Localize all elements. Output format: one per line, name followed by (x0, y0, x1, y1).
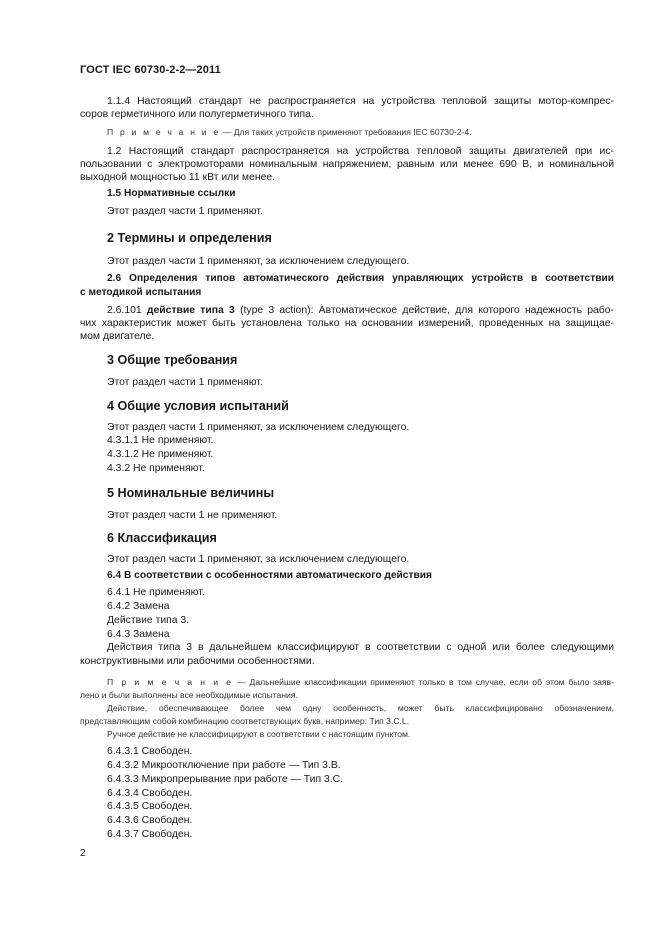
section-4-heading: 4 Общие условия испытаний (107, 399, 289, 413)
clause-1-2-line1: 1.2 Настоящий стандарт распространяется на устройства тепловой защиты двигателей при ис- (107, 146, 614, 157)
note-2-line3: Действие, обеспечивающее более чем одну особенность, может быть классифицировано обозначением, (107, 703, 614, 713)
note-label: П р и м е ч а н и е (107, 677, 234, 687)
note-1 (107, 126, 472, 139)
list-item: 6.4.3.3 Микропрерывание при работе — Тип 3.C. (107, 774, 344, 785)
list-item: 6.4.3.4 Свободен. (107, 788, 193, 799)
list-item: 6.4.3.6 Свободен. (107, 815, 193, 826)
clause-6-4-3-para-line1: Действия типа 3 в дальнейшем классифицируют в соответствии с одной или более следующими (107, 642, 614, 653)
list-item: 6.4.3 Замена (107, 629, 170, 640)
clause-1-1-4-line2: соров герметичного или полугерметичного типа. (80, 109, 314, 120)
definition-2-6-101-line1 (107, 304, 614, 317)
section-5-text: Этот раздел части 1 не применяют. (107, 510, 278, 521)
clause-6-4-heading: 6.4 В соответствии с особенностями автоматического действия (107, 570, 432, 581)
note-2-line1 (107, 676, 614, 689)
definition-term: действие типа 3 (146, 305, 235, 316)
list-item: Действие типа 3. (107, 615, 190, 626)
list-item: 6.4.3.5 Свободен. (107, 801, 193, 812)
clause-1-2-line3: выходной мощностью 11 кВт или менее. (80, 172, 276, 183)
section-6-heading: 6 Классификация (107, 531, 217, 545)
clause-2-6-heading-line2: с методикой испытания (80, 287, 202, 298)
note-text: — Дальнейшие классификации применяют только в том случае, если об этом было заяв- (233, 677, 614, 687)
section-1-5-heading: 1.5 Нормативные ссылки (107, 188, 236, 199)
list-item: 4.3.2 Не применяют. (107, 463, 205, 474)
section-5-heading: 5 Номинальные величины (107, 486, 275, 500)
list-item: 4.3.1.1 Не применяют. (107, 435, 214, 446)
clause-2-6-heading-line1: 2.6 Определения типов автоматического действия управляющих устройств в соответствии (107, 273, 614, 284)
list-item: 6.4.1 Не применяют. (107, 587, 205, 598)
clause-1-2-line2: пользовании с электромоторами номинальным напряжением, равным или менее 690 В, и номинальной (80, 159, 614, 170)
section-4-text: Этот раздел части 1 применяют, за исключением следующего. (107, 422, 410, 433)
definition-number: 2.6.101 (107, 305, 142, 316)
running-header: ГОСТ IEC 60730-2-2—2011 (80, 64, 221, 76)
section-1-5-text: Этот раздел части 1 применяют. (107, 206, 263, 217)
note-2-line4: представляющим собой комбинацию соответствующих букв, например: Тип 3.C.L. (80, 716, 410, 726)
note-text: — Для таких устройств применяют требования IEC 60730-2-4. (220, 127, 472, 137)
clause-6-4-3-para-line2: конструктивными или рабочими особенностями. (80, 656, 315, 667)
definition-2-6-101-line2: чих характеристик может быть установлена только на основании измерений, проведенных на защищае- (80, 318, 614, 329)
list-item: 6.4.3.7 Свободен. (107, 829, 193, 840)
section-2-heading: 2 Термины и определения (107, 231, 272, 245)
definition-text: (type 3 action): Автоматическое действие, для которого надежность рабо- (234, 305, 614, 316)
page-number: 2 (80, 848, 86, 859)
list-item: 6.4.3.1 Свободен. (107, 746, 193, 757)
section-6-text: Этот раздел части 1 применяют, за исключением следующего. (107, 554, 410, 565)
section-2-text: Этот раздел части 1 применяют, за исключением следующего. (107, 256, 410, 267)
section-3-text: Этот раздел части 1 применяют. (107, 377, 263, 388)
note-2-line2: лено и были выполнены все необходимые испытания. (80, 690, 298, 700)
note-label: П р и м е ч а н и е (107, 127, 221, 137)
list-item: 4.3.1.2 Не применяют. (107, 449, 214, 460)
note-2-line5: Ручное действие не классифицируют в соответствии с настоящим пунктом. (107, 729, 411, 739)
list-item: 6.4.2 Замена (107, 601, 170, 612)
definition-2-6-101-line3: мом двигателе. (80, 331, 155, 342)
section-3-heading: 3 Общие требования (107, 353, 238, 367)
list-item: 6.4.3.2 Микроотключение при работе — Тип 3.B. (107, 760, 341, 771)
clause-1-1-4-line1: 1.1.4 Настоящий стандарт не распространяется на устройства тепловой защиты мотор-компрес- (107, 96, 614, 107)
